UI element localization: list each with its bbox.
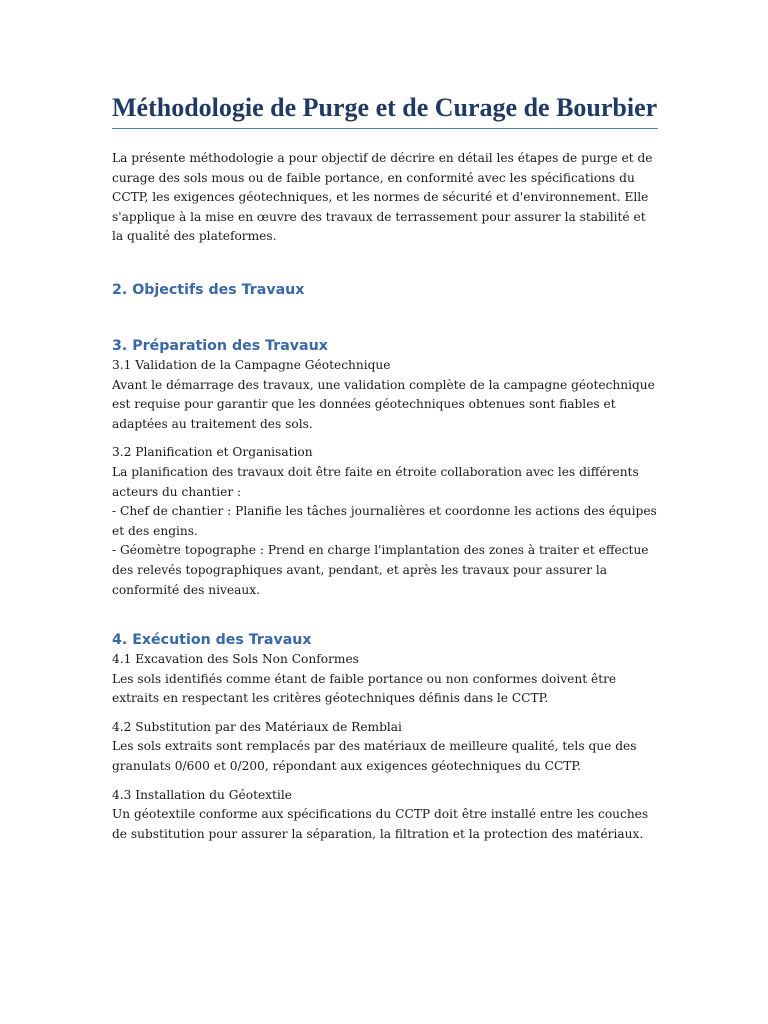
subsection-3-2: [112, 443, 658, 600]
subsection-title: 4.3 Installation du Géotextile: [112, 787, 292, 802]
section-heading-preparation: 3. Préparation des Travaux: [112, 337, 328, 354]
subsection-title: 3.1 Validation de la Campagne Géotechnique: [112, 357, 391, 372]
list-item: - Géomètre topographe : Prend en charge l'implantation des zones à traiter et effectue des relevés topographiques avant, pendant, et après les travaux pour assurer la conformité des niveaux.: [112, 543, 649, 597]
subsection-body: Les sols identifiés comme étant de faible portance ou non conformes doivent être extraits en respectant les critères géotechniques définis dans le CCTP.: [112, 671, 617, 706]
subsection-4-1: [112, 650, 658, 709]
intro-paragraph: La présente méthodologie a pour objectif de décrire en détail les étapes de purge et de curage des sols mous ou de faible portance, en conformité avec les spécifications du CCTP, les exigences géotechniques, et les normes de sécurité et d'environnement. Elle s'applique à la mise en œuvre des travaux de terrassement pour assurer la stabilité et la qualité des plateformes.: [112, 151, 653, 244]
section-heading-execution: 4. Exécution des Travaux: [112, 632, 312, 649]
subsection-body: La planification des travaux doit être faite en étroite collaboration avec les différents acteurs du chantier :: [112, 464, 639, 499]
subsection-title: 4.2 Substitution par des Matériaux de Remblai: [112, 719, 402, 734]
subsection-title: 4.1 Excavation des Sols Non Conformes: [112, 652, 359, 667]
document-page: [112, 92, 658, 844]
subsection-3-1: [112, 356, 658, 434]
document-title: Méthodologie de Purge et de Curage de Bourbier: [112, 92, 658, 129]
subsection-body: Les sols extraits sont remplacés par des matériaux de meilleure qualité, tels que des granulats 0/600 et 0/200, répondant aux exigences géotechniques du CCTP.: [112, 739, 637, 774]
subsection-4-2: [112, 718, 658, 777]
subsection-body: Un géotextile conforme aux spécifications du CCTP doit être installé entre les couches de substitution pour assurer la séparation, la filtration et la protection des matériaux.: [112, 807, 649, 841]
list-item: - Chef de chantier : Planifie les tâches journalières et coordonne les actions des équipes et des engins.: [112, 504, 657, 538]
subsection-4-3: [112, 786, 658, 845]
subsection-title: 3.2 Planification et Organisation: [112, 445, 313, 460]
subsection-body: Avant le démarrage des travaux, une validation complète de la campagne géotechnique est requise pour garantir que les données géotechniques obtenues sont fiables et adaptées au traitement des sols.: [112, 377, 655, 431]
section-heading-objectifs: 2. Objectifs des Travaux: [112, 281, 305, 298]
